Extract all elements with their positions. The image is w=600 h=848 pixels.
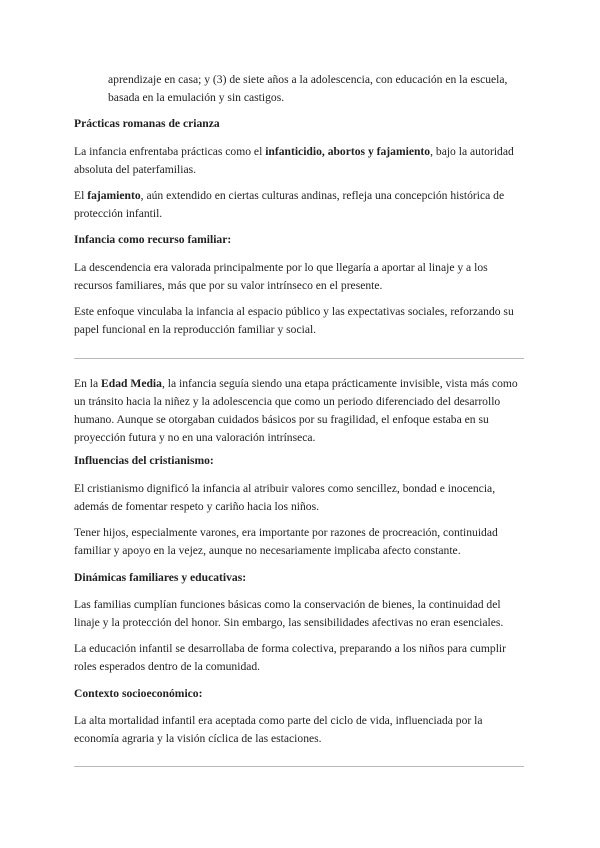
paragraph-resource-2: Este enfoque vinculaba la infancia al espacio público y las expectativas sociales, reforzando su papel funcional en la reproducción familiar y social. [74,305,514,336]
section-heading-socioeconomic: Contexto socioeconómico: [74,687,203,700]
paragraph-dynamics-1: Las familias cumplían funciones básicas como la conservación de bienes, la continuidad del linaje y la protección del honor. Sin embargo, las sensibilidades afectivas no eran esenciales. [74,598,504,629]
section-heading-family-resource: Infancia como recurso familiar: [74,233,232,246]
paragraph-christianity-2: Tener hijos, especialmente varones, era importante por razones de procreación, continuidad familiar y apoyo en la vejez, aunque no necesariamente implicaba afecto constante. [74,526,498,557]
list-item-continuation: aprendizaje en casa; y (3) de siete años a la adolescencia, con educación en la escuela, basada en la emulación y sin castigos. [108,73,508,104]
horizontal-divider [74,358,524,359]
bold-infanticidio: infanticidio, abortos y fajamiento [265,145,431,158]
bold-edad-media: Edad Media [101,377,162,390]
section-heading-family-dynamics: Dinámicas familiares y educativas: [74,571,247,584]
horizontal-divider [74,766,524,767]
paragraph-resource-1: La descendencia era valorada principalmente por lo que llegaría a aportar al linaje y a los recursos familiares, más que por su valor intrínseco en el presente. [74,261,488,292]
section-heading-christianity: Influencias del cristianismo: [74,454,214,467]
section-heading-roman-practices: Prácticas romanas de crianza [74,117,220,130]
paragraph-socioeconomic: La alta mortalidad infantil era aceptada como parte del ciclo de vida, influenciada por la economía agraria y la visión cíclica de las estaciones. [74,714,483,745]
paragraph-roman-2: El fajamiento, aún extendido en ciertas culturas andinas, refleja una concepción histórica de protección infantil. [74,189,505,220]
bold-fajamiento: fajamiento [87,189,141,202]
paragraph-christianity-1: El cristianismo dignificó la infancia al atribuir valores como sencillez, bondad e inocencia, además de fomentar respeto y cariño hacia los niños. [74,482,496,513]
paragraph-middle-ages: En la Edad Media, la infancia seguía siendo una etapa prácticamente invisible, vista más como un tránsito hacia la niñez y la adolescencia que como un periodo diferenciado del desarrollo humano. Aunque se otorgaban cuidados básicos por su fragilidad, el enfoque estaba en su proyección futura y no en una valoración intrínseca. [74,377,518,444]
paragraph-roman-1: La infancia enfrentaba prácticas como el infanticidio, abortos y fajamiento, bajo la autoridad absoluta del paterfamilias. [74,145,514,176]
paragraph-dynamics-2: La educación infantil se desarrollaba de forma colectiva, preparando a los niños para cumplir roles esperados dentro de la comunidad. [74,642,507,673]
